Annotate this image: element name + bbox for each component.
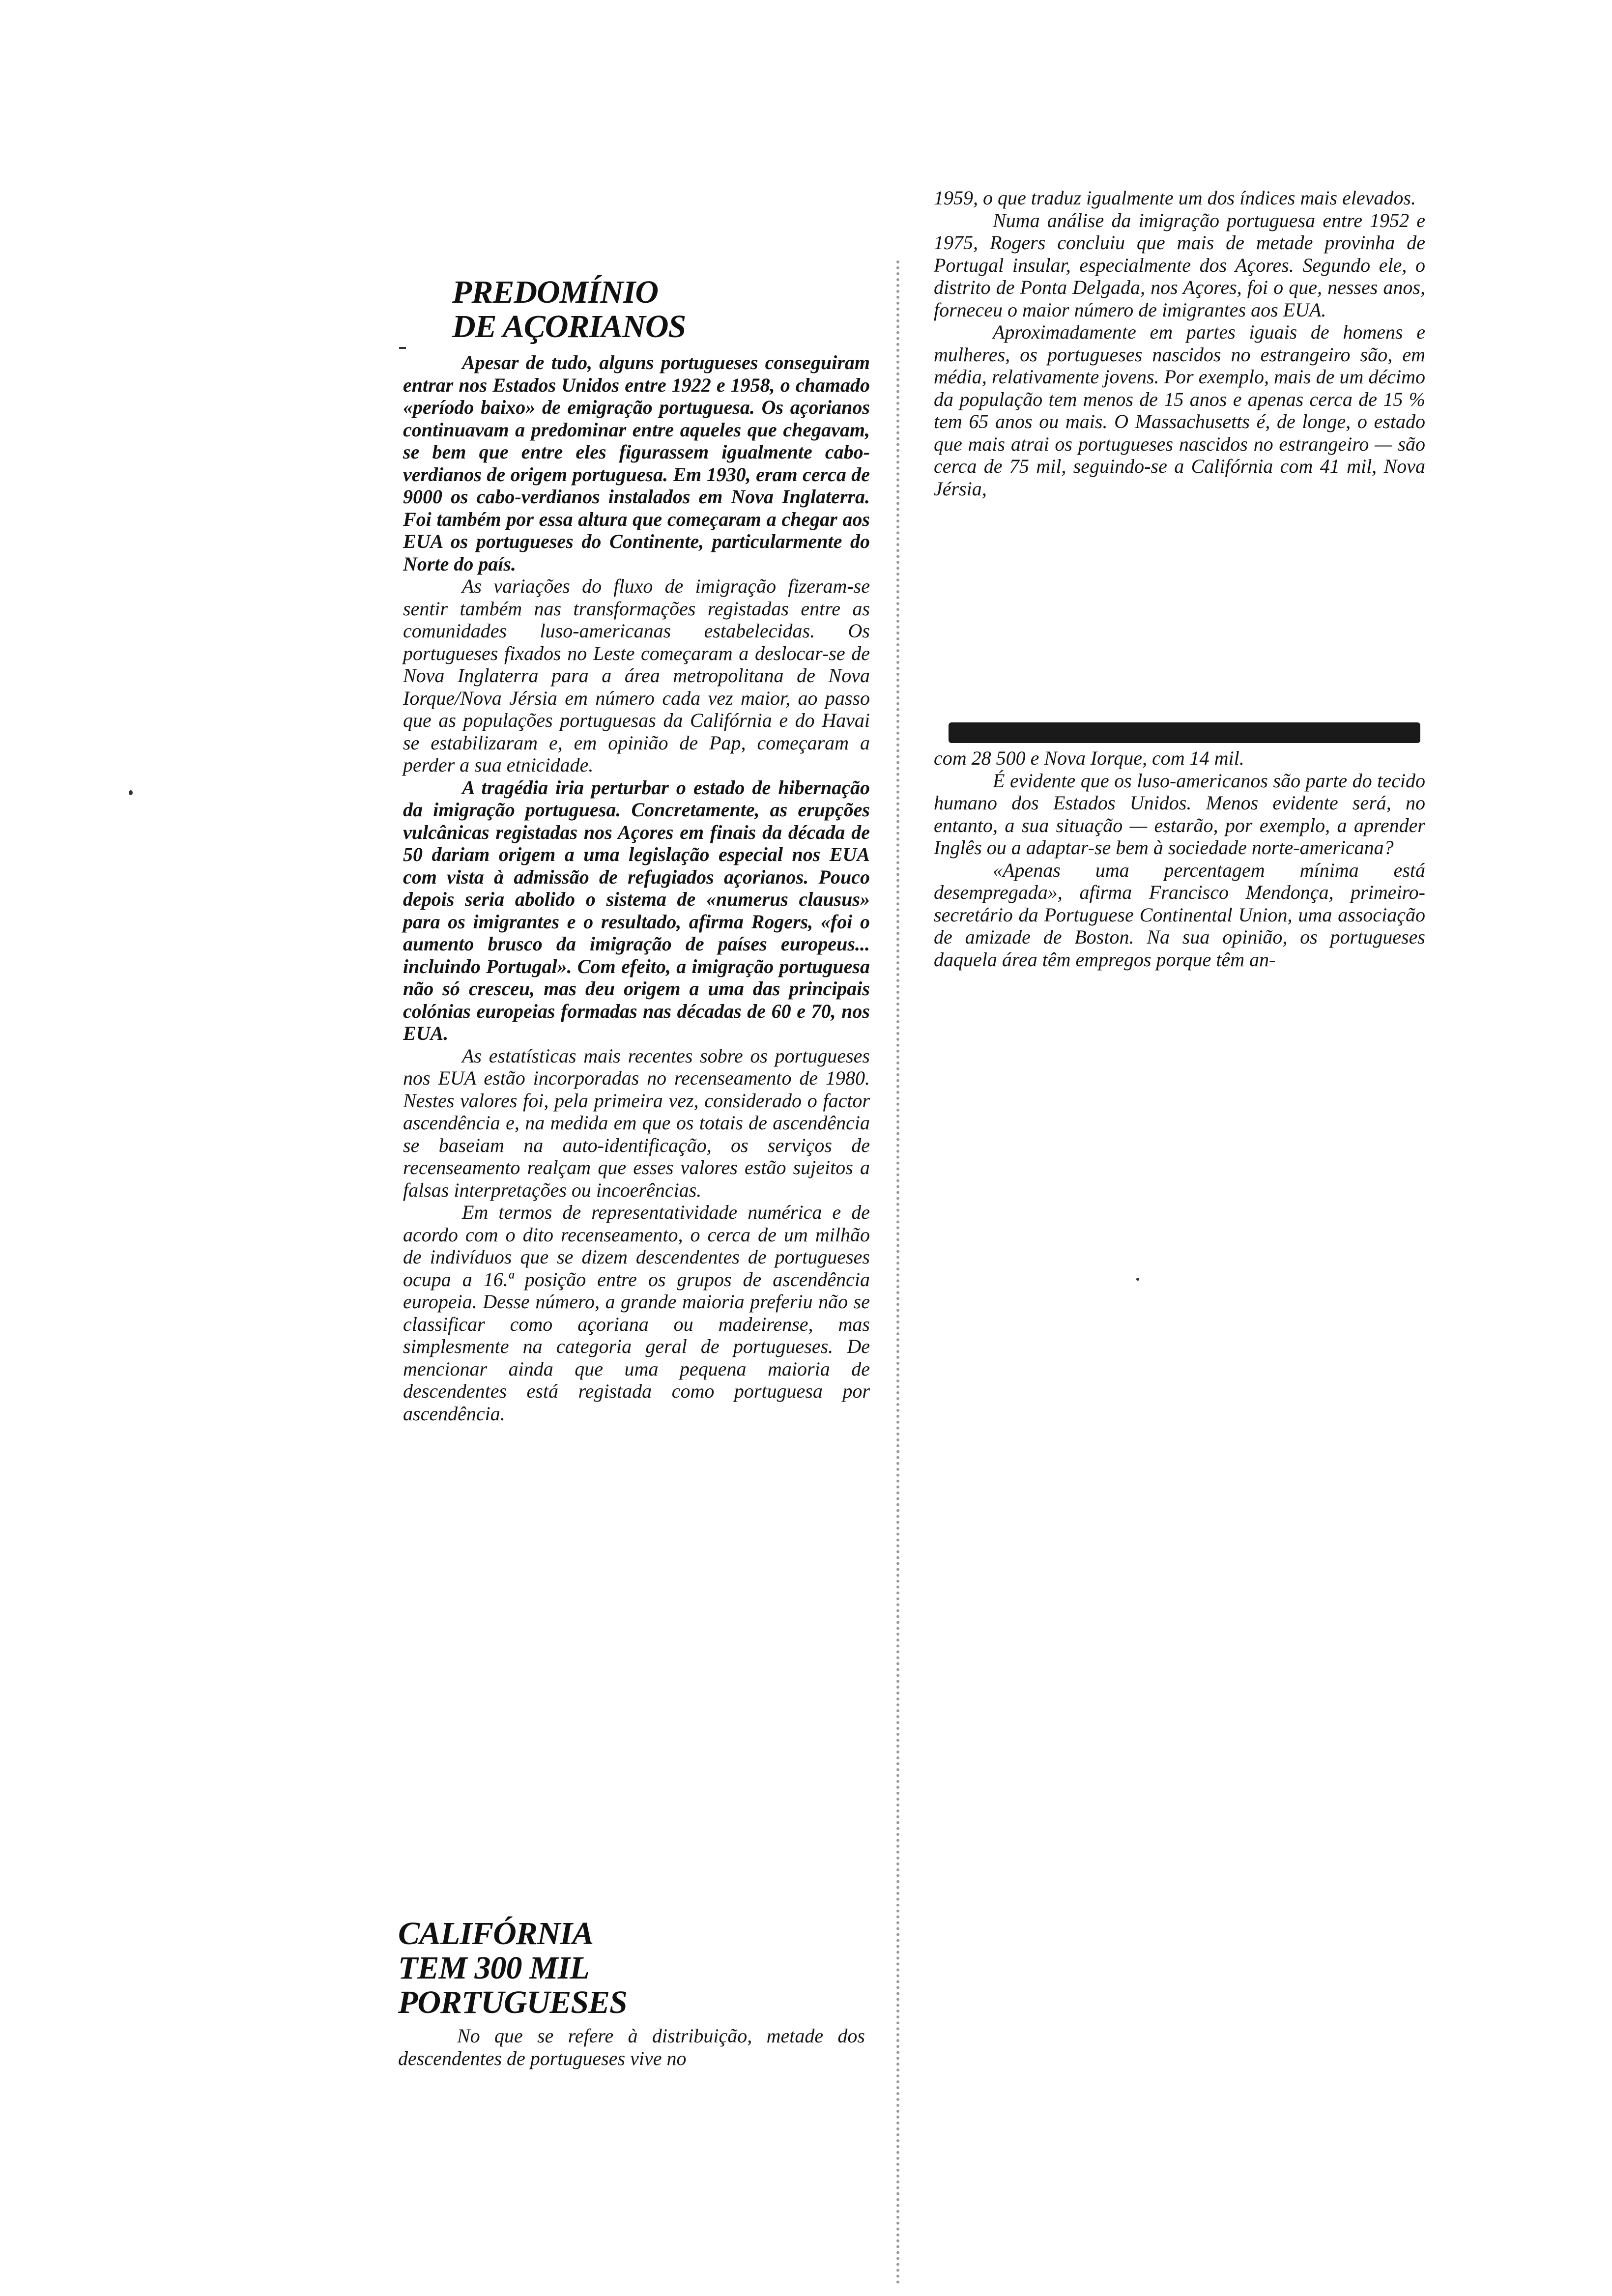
headline-line: CALIFÓRNIA: [398, 1916, 594, 1952]
article-body-continued-2: [934, 747, 1425, 971]
paragraph: Aproximadamente em partes iguais de homens e mulheres, os portugueses nascidos no estrangeiro são, em média, relativamente jovens. Por exemplo, mais de um décimo da população tem menos de 15 anos e apenas cerca de 15 % tem 65 anos ou mais. O Massachusetts é, de longe, o estado que mais atrai os portugueses nascidos no estrangeiro — são cerca de 75 mil, seguindo-se a Califórnia com 41 mil, Nova Jérsia,: [934, 321, 1425, 500]
paragraph: com 28 500 e Nova Iorque, com 14 mil.: [934, 747, 1244, 769]
article-body-section-2: [398, 2025, 865, 2069]
paragraph: Em termos de representatividade numérica e de acordo com o dito recenseamento, o cerca de um milhão de indivíduos que se dizem descendentes de portugueses ocupa a 16.ª posição entre os grupos de ascendência europeia. Desse número, a grande maioria preferiu não se classificar como açoriana ou madeirense, mas simplesmente na categoria geral de portugueses. De mencionar ainda que uma pequena maioria de descendentes está registada como portuguesa por ascendência.: [403, 1201, 870, 1425]
scan-artifact-bar: [949, 722, 1420, 743]
paragraph: Apesar de tudo, alguns portugueses conseguiram entrar nos Estados Unidos entre 1922 e 1958, o chamado «período baixo» de emigração portuguesa. Os açorianos continuavam a predominar entre aqueles que chegavam, se bem que entre eles figurassem igualmente cabo-verdianos de origem portuguesa. Em 1930, eram cerca de 9000 os cabo-verdianos instalados em Nova Inglaterra. Foi também por essa altura que começaram a chegar aos EUA os portugueses do Continente, particularmente do Norte do país.: [403, 351, 870, 575]
article-body-continued: [934, 187, 1425, 500]
article-body-section-1: [403, 351, 870, 1425]
headline-line: TEM 300 MIL: [398, 1950, 589, 1986]
right-column-clipping: [934, 187, 1425, 1170]
scan-speck: [1136, 1278, 1139, 1281]
headline-predominio: [452, 275, 826, 344]
scan-speck: [129, 790, 133, 795]
paragraph: É evidente que os luso-americanos são parte do tecido humano dos Estados Unidos. Menos evidente será, no entanto, a sua situação — estarão, por exemplo, a aprender Inglês ou a adaptar-se bem à sociedade norte-americana?: [934, 769, 1425, 859]
paragraph: 1959, o que traduz igualmente um dos índices mais elevados.: [934, 187, 1416, 209]
headline-california: [398, 1917, 772, 2020]
paragraph: Numa análise da imigração portuguesa entre 1952 e 1975, Rogers concluiu que mais de metade provinha de Portugal insular, especialmente dos Açores. Segundo ele, o distrito de Ponta Delgada, nos Açores, foi o que, nesses anos, forneceu o maior número de imigrantes aos EUA.: [934, 209, 1425, 321]
headline-line: PORTUGUESES: [398, 1984, 627, 2020]
paragraph: As variações do fluxo de imigração fizeram-se sentir também nas transformações registadas entre as comunidades luso-americanas estabelecidas. Os portugueses fixados no Leste começaram a deslocar-se de Nova Inglaterra para a área metropolitana de Nova Iorque/Nova Jérsia em número cada vez maior, ao passo que as populações portuguesas da Califórnia e do Havai se estabilizaram e, em opinião de Pap, começaram a perder a sua etnicidade.: [403, 575, 870, 776]
paragraph: As estatísticas mais recentes sobre os portugueses nos EUA estão incorporadas no recenseamento de 1980. Nestes valores foi, pela primeira vez, considerado o factor ascendência e, na medida em que os totais de ascendência se baseiam na auto-identificação, os serviços de recenseamento realçam que esses valores estão sujeitos a falsas interpretações ou incoerências.: [403, 1044, 870, 1201]
headline-line: PREDOMÍNIO: [452, 274, 659, 310]
clipping-edge: [896, 260, 899, 2285]
paragraph: «Apenas uma percentagem mínima está desempregada», afirma Francisco Mendonça, primeiro-secretário da Portuguese Continental Union, uma associação de amizade de Boston. Na sua opinião, os portugueses daquela área têm empregos porque têm an-: [934, 859, 1425, 971]
headline-line: DE AÇORIANOS: [452, 309, 686, 344]
paragraph: A tragédia iria perturbar o estado de hibernação da imigração portuguesa. Concretamente, as erupções vulcânicas registadas nos Açores em finais da década de 50 dariam origem a uma legislação especial nos EUA com vista à admissão de refugiados açorianos. Pouco depois seria abolido o sistema de «numerus clausus» para os imigrantes e o resultado, afirma Rogers, «foi o aumento brusco da imigração de países europeus... incluindo Portugal». Com efeito, a imigração portuguesa não só cresceu, mas deu origem a uma das principais colónias europeias formadas nas décadas de 60 e 70, nos EUA.: [403, 776, 870, 1044]
paragraph: No que se refere à distribuição, metade dos descendentes de portugueses vive no: [398, 2025, 865, 2069]
left-column-clipping: [383, 265, 880, 2290]
